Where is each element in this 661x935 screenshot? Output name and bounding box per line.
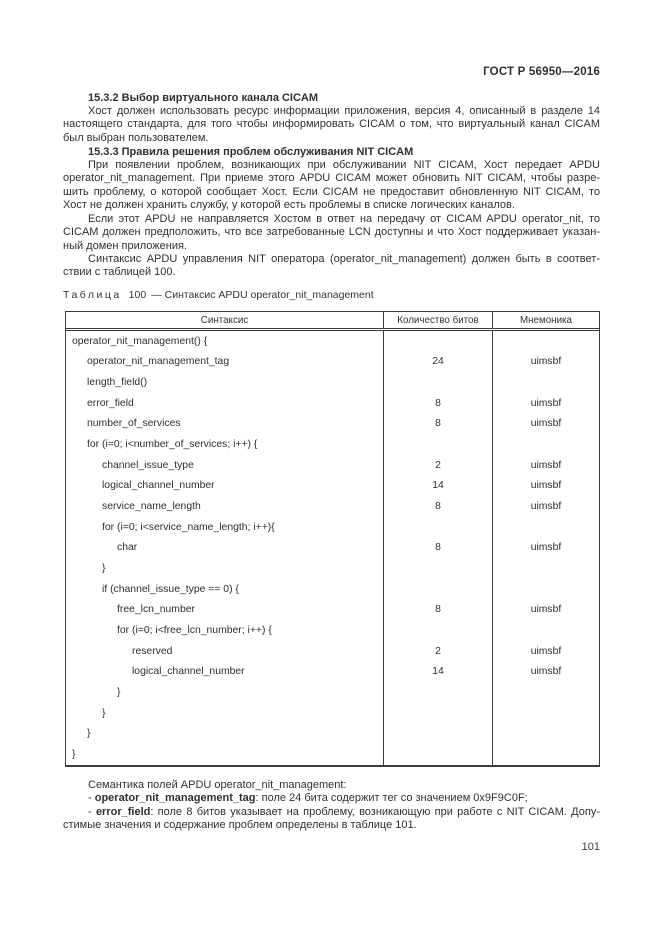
mnemonic-cell: uimsbf [530, 397, 562, 409]
table-caption-number: 100 [128, 289, 147, 301]
syntax-cell: for (i=0; i<free_lcn_number; i++) { [66, 620, 384, 641]
table-row [66, 352, 599, 373]
bits-cell [384, 434, 493, 455]
semantics-item-line: стимые значения и содержание проблем определены в таблице 101. [63, 819, 417, 832]
mnemonic-cell: uimsbf [530, 418, 562, 430]
table-body [66, 331, 599, 765]
bits-cell: 2 [384, 641, 493, 662]
table-row [66, 682, 599, 703]
mnemonic-cell [493, 372, 599, 393]
mnemonic-cell: uimsbf [530, 645, 562, 657]
bits-cell: 8 [384, 600, 493, 621]
text-line: operator_nit_management. При приеме этого APDU CICAM может обновить NIT CICAM, чтобы разре- [63, 172, 600, 185]
paragraph-1533-a [63, 159, 600, 213]
table-row [66, 558, 599, 579]
column-header-bits: Количество битов [384, 312, 493, 328]
table-row [66, 744, 599, 765]
text-line: Синтаксис APDU управления NIT оператора (operator_nit_management) должен быть в соответ- [88, 253, 600, 265]
bits-cell [384, 723, 493, 744]
mnemonic-cell [493, 434, 599, 455]
table-row [66, 600, 599, 621]
table-row [66, 723, 599, 744]
table-row [66, 434, 599, 455]
semantics-term: operator_nit_management_tag [94, 792, 256, 805]
text-line: Если этот APDU не направляется Хостом в ответ на передачу от CICAM APDU operator_nit, то [88, 213, 600, 225]
text-line: CICAM должен предположить, что все затребованные LCN доступны и что Хост поддерживает указан- [63, 226, 600, 239]
table-row [66, 476, 599, 497]
text-line: При появлении проблем, возникающих при обслуживании NIT CICAM, Хост передает APDU [88, 159, 600, 171]
column-header-mnemonic: Мнемоника [519, 314, 573, 326]
table-caption-title: — Синтаксис APDU operator_nit_management [151, 289, 374, 301]
syntax-cell: } [66, 723, 384, 744]
table-row [66, 538, 599, 559]
table-row [66, 579, 599, 600]
syntax-cell: logical_channel_number [66, 662, 384, 683]
mnemonic-cell [493, 620, 599, 641]
syntax-cell: char [66, 538, 384, 559]
text-line: ный домен приложения. [63, 239, 187, 252]
text-line: Хост должен использовать ресурс информации приложения, версия 4, описанный в разделе 14 [88, 105, 600, 117]
syntax-cell: operator_nit_management_tag [66, 352, 384, 373]
mnemonic-cell [493, 703, 599, 724]
syntax-cell: } [66, 744, 384, 765]
syntax-cell: reserved [66, 641, 384, 662]
text-line: настоящего стандарта, для того чтобы информировать CICAM о том, что виртуальный канал CICAM [63, 118, 600, 131]
table-caption-label: Таблица [63, 289, 122, 301]
mnemonic-cell [493, 579, 599, 600]
table-row [66, 662, 599, 683]
syntax-cell: operator_nit_management() { [66, 331, 384, 352]
syntax-cell: for (i=0; i<service_name_length; i++){ [66, 517, 384, 538]
syntax-table [65, 311, 600, 767]
mnemonic-cell [493, 682, 599, 703]
bits-cell: 24 [384, 352, 493, 373]
text-line: был выбран пользователем. [63, 131, 209, 144]
bits-cell [384, 372, 493, 393]
semantics-term: error_field [95, 805, 151, 818]
syntax-cell: } [66, 703, 384, 724]
bits-cell [384, 331, 493, 352]
section-heading-1533: 15.3.3 Правила решения проблем обслуживания NIT CICAM [88, 146, 414, 158]
bits-cell [384, 744, 493, 765]
mnemonic-cell: uimsbf [530, 666, 562, 678]
table-row [66, 641, 599, 662]
bits-cell [384, 703, 493, 724]
table-row [66, 517, 599, 538]
bits-cell: 14 [384, 662, 493, 683]
syntax-cell: error_field [66, 393, 384, 414]
syntax-cell: free_lcn_number [66, 600, 384, 621]
table-row [66, 414, 599, 435]
text-line: шить проблему, о которой сообщает Хост. Если CICAM не предоставит обновленную NIT CICAM, то [63, 185, 600, 198]
syntax-cell: number_of_services [66, 414, 384, 435]
text-line: Хост не должен хранить службу, у которой есть проблемы в списке логических каналов. [63, 199, 515, 212]
table-row [66, 393, 599, 414]
bits-cell: 8 [384, 496, 493, 517]
mnemonic-cell: uimsbf [530, 501, 562, 513]
mnemonic-cell: uimsbf [530, 480, 562, 492]
bits-cell [384, 517, 493, 538]
semantics-item-line: - error_field: поле 8 битов указывает на проблему, возникающую при работе с NIT CICAM. Допу- [88, 805, 600, 818]
mnemonic-cell: uimsbf [530, 604, 562, 616]
table-row [66, 331, 599, 352]
semantics-block [63, 779, 600, 833]
bits-cell: 8 [384, 393, 493, 414]
mnemonic-cell [493, 558, 599, 579]
section-heading-1532: 15.3.2 Выбор виртуального канала CICAM [88, 92, 319, 104]
bits-cell: 14 [384, 476, 493, 497]
table-header-row [66, 312, 599, 331]
column-header-syntax: Синтаксис [66, 312, 384, 328]
doc-code: ГОСТ Р 56950—2016 [483, 66, 600, 78]
syntax-cell: if (channel_issue_type == 0) { [66, 579, 384, 600]
syntax-cell: length_field() [66, 372, 384, 393]
bits-cell: 8 [384, 414, 493, 435]
mnemonic-cell [493, 517, 599, 538]
bits-cell: 2 [384, 455, 493, 476]
table-row [66, 455, 599, 476]
mnemonic-cell: uimsbf [530, 356, 562, 368]
table-row [66, 372, 599, 393]
table-row [66, 703, 599, 724]
table-caption [63, 289, 600, 301]
mnemonic-cell: uimsbf [530, 459, 562, 471]
table-row [66, 496, 599, 517]
bits-cell [384, 620, 493, 641]
bits-cell [384, 682, 493, 703]
bits-cell: 8 [384, 538, 493, 559]
paragraph-1533-c [63, 253, 600, 280]
syntax-cell: channel_issue_type [66, 455, 384, 476]
syntax-cell: } [66, 558, 384, 579]
mnemonic-cell [493, 723, 599, 744]
paragraph-1533-b [63, 213, 600, 253]
semantics-intro: Семантика полей APDU operator_nit_management: [88, 779, 347, 791]
syntax-cell: logical_channel_number [66, 476, 384, 497]
table-row [66, 620, 599, 641]
mnemonic-cell [493, 331, 599, 352]
paragraph-1532 [63, 105, 600, 145]
syntax-cell: service_name_length [66, 496, 384, 517]
semantics-item-line: - operator_nit_management_tag: поле 24 бита содержит тег со значением 0x9F9C0F; [88, 792, 528, 805]
page-number: 101 [581, 841, 600, 853]
syntax-cell: } [66, 682, 384, 703]
mnemonic-cell [493, 744, 599, 765]
text-line: ствии с таблицей 100. [63, 266, 176, 279]
syntax-cell: for (i=0; i<number_of_services; i++) { [66, 434, 384, 455]
bits-cell [384, 558, 493, 579]
mnemonic-cell: uimsbf [530, 542, 562, 554]
bits-cell [384, 579, 493, 600]
